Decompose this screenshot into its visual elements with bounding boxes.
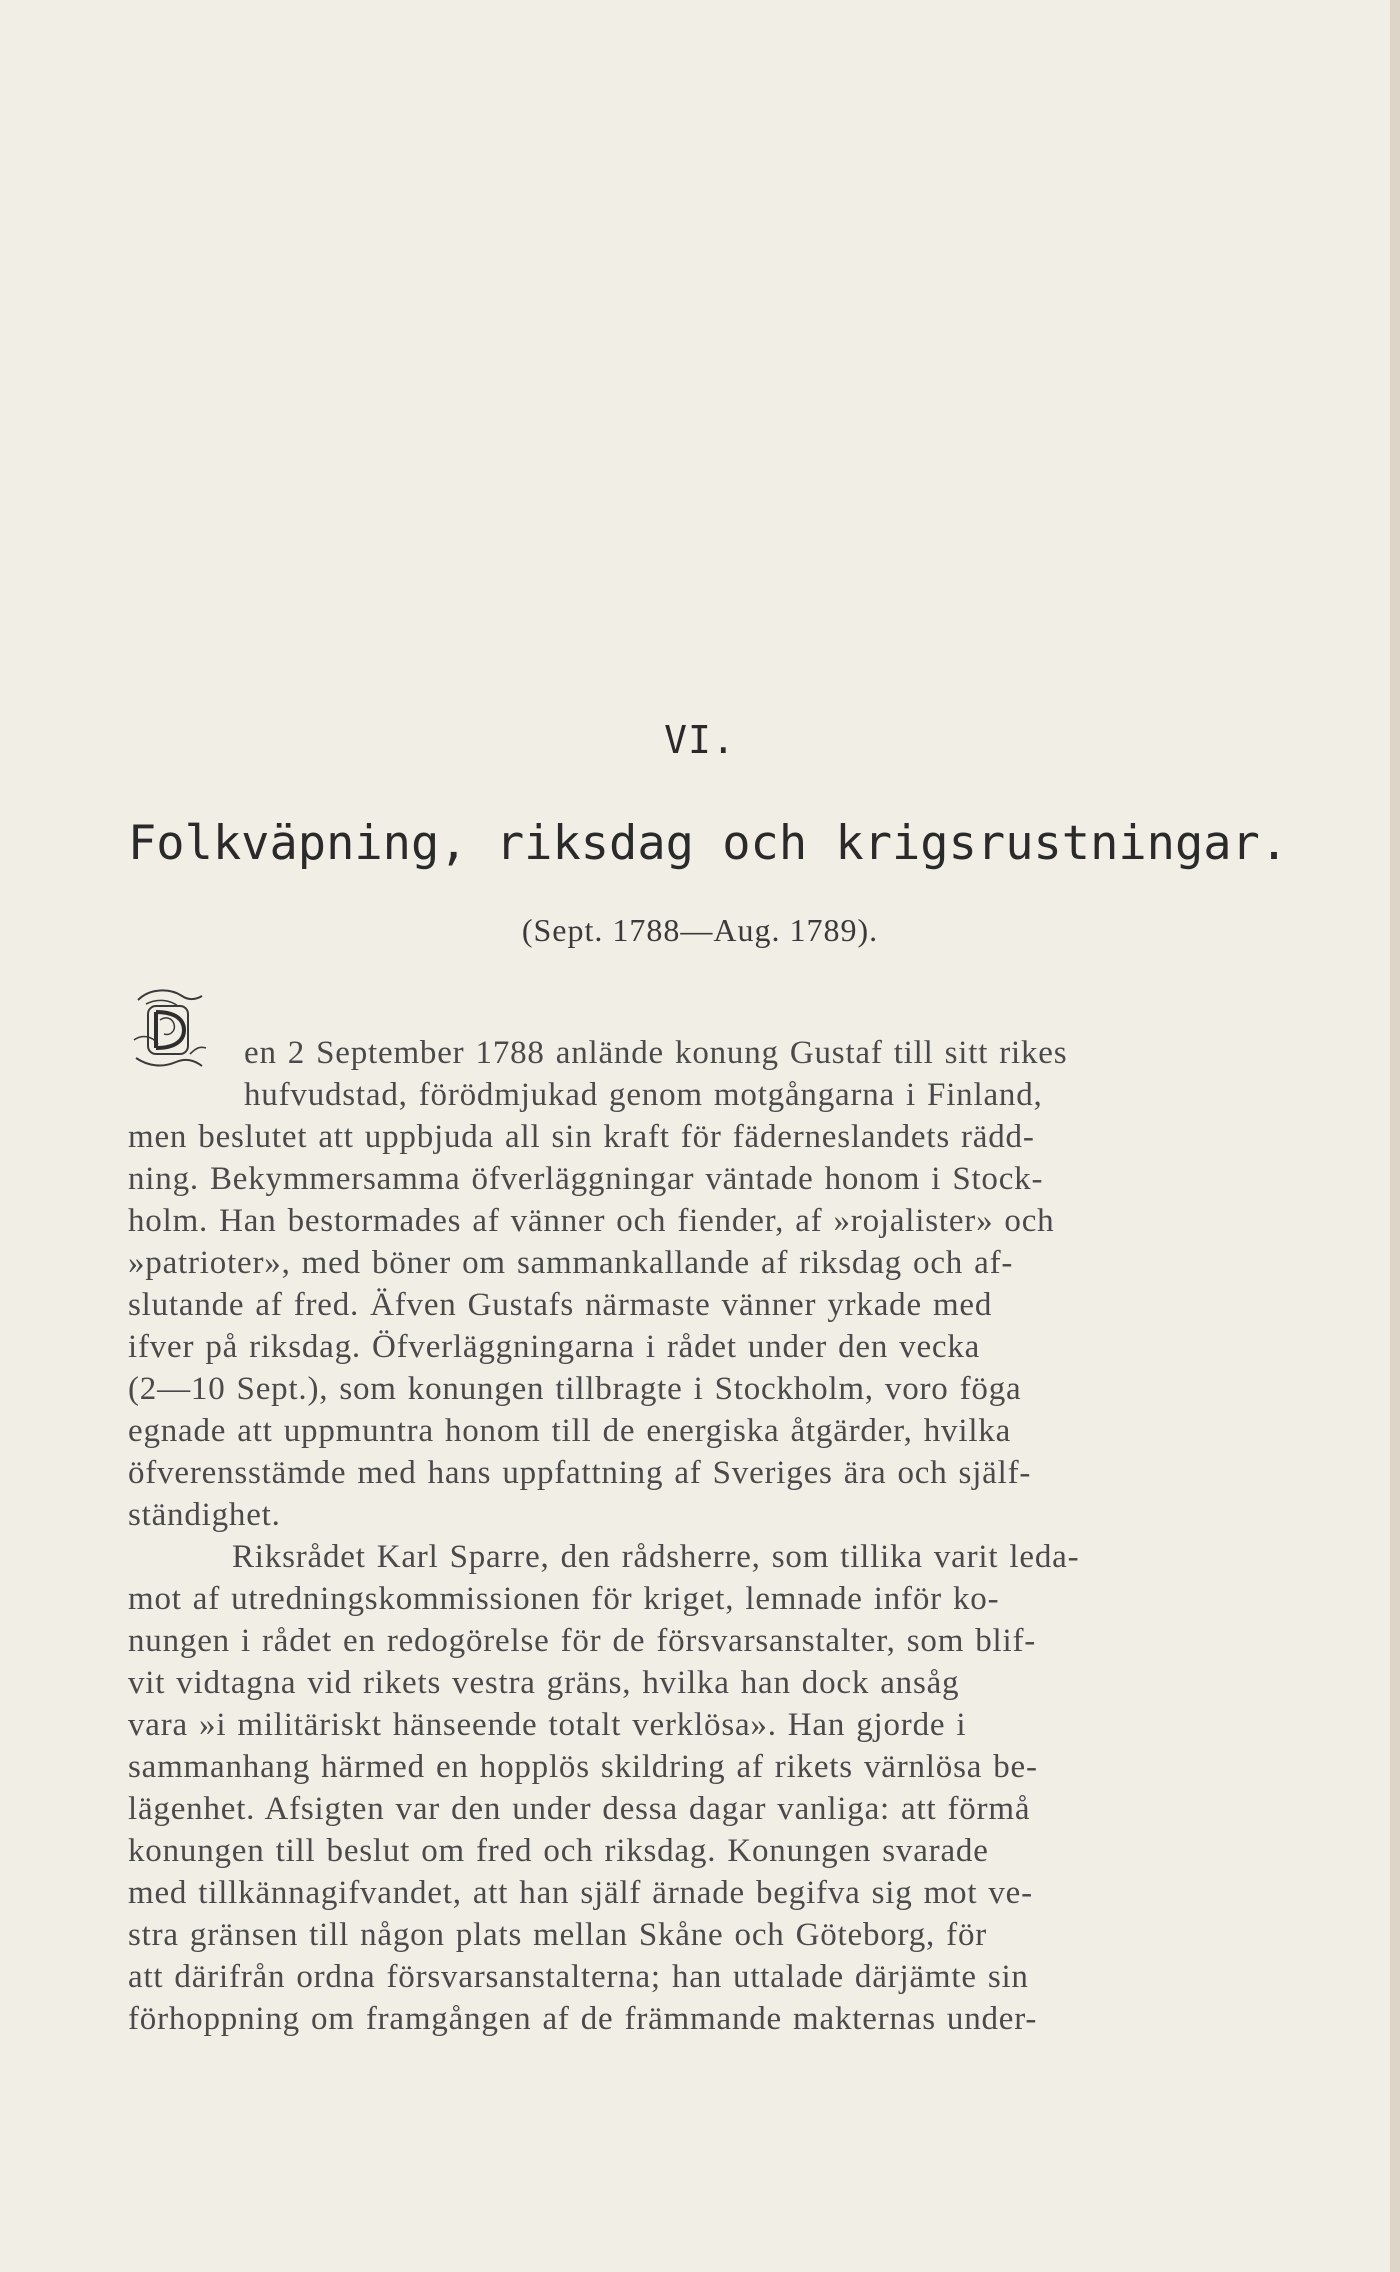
text-line: en 2 September 1788 anlände konung Gustaf till sitt rikes (244, 1035, 1068, 1071)
text-line: Riksrådet Karl Sparre, den rådsherre, som tillika varit leda- (232, 1539, 1080, 1575)
text-line: hufvudstad, förödmjukad genom motgångarna i Finland, (244, 1077, 1043, 1113)
text-line: (2—10 Sept.), som konungen tillbragte i Stockholm, voro föga (128, 1371, 1022, 1407)
text-line: holm. Han bestormades af vänner och fiender, af »rojalister» och (128, 1203, 1055, 1239)
text-line: »patrioter», med böner om sammankallande af riksdag och af- (128, 1245, 1014, 1281)
text-line: ständighet. (128, 1497, 281, 1533)
text-line: ning. Bekymmersamma öfverläggningar väntade honom i Stock- (128, 1161, 1044, 1197)
text-line: mot af utredningskommissionen för kriget, lemnade inför ko- (128, 1581, 1000, 1617)
page-edge (1390, 0, 1400, 2272)
text-line: konungen till beslut om fred och riksdag. Konungen svarade (128, 1833, 989, 1869)
chapter-number: VI. (664, 718, 736, 762)
text-line: nungen i rådet en redogörelse för de försvarsanstalter, som blif- (128, 1623, 1037, 1659)
text-line: vit vidtagna vid rikets vestra gräns, hvilka han dock ansåg (128, 1665, 960, 1701)
text-line: att därifrån ordna försvarsanstalterna; han uttalade därjämte sin (128, 1959, 1029, 1995)
chapter-date-range: (Sept. 1788—Aug. 1789). (521, 912, 879, 948)
decorated-initial-d-icon (128, 982, 224, 1082)
text-line: vara »i militäriskt hänseende totalt verklösa». Han gjorde i (128, 1707, 967, 1743)
text-line: lägenhet. Afsigten var den under dessa dagar vanliga: att förmå (128, 1791, 1031, 1827)
text-line: öfverensstämde med hans uppfattning af Sveriges ära och själf- (128, 1455, 1032, 1491)
text-line: förhoppning om framgången af de främmande makternas under- (128, 2001, 1038, 2037)
chapter-title: Folkväpning, riksdag och krigsrustningar. (128, 816, 1289, 871)
text-line: ifver på riksdag. Öfverläggningarna i rådet under den vecka (128, 1329, 981, 1365)
text-line: med tillkännagifvandet, att han själf ärnade begifva sig mot ve- (128, 1875, 1033, 1911)
text-line: men beslutet att uppbjuda all sin kraft för fäderneslandets rädd- (128, 1119, 1035, 1155)
text-line: egnade att uppmuntra honom till de energiska åtgärder, hvilka (128, 1413, 1012, 1449)
text-line: sammanhang härmed en hopplös skildring af rikets värnlösa be- (128, 1749, 1038, 1785)
text-line: stra gränsen till någon plats mellan Skåne och Göteborg, för (128, 1917, 988, 1953)
text-line: slutande af fred. Äfven Gustafs närmaste vänner yrkade med (128, 1287, 993, 1323)
